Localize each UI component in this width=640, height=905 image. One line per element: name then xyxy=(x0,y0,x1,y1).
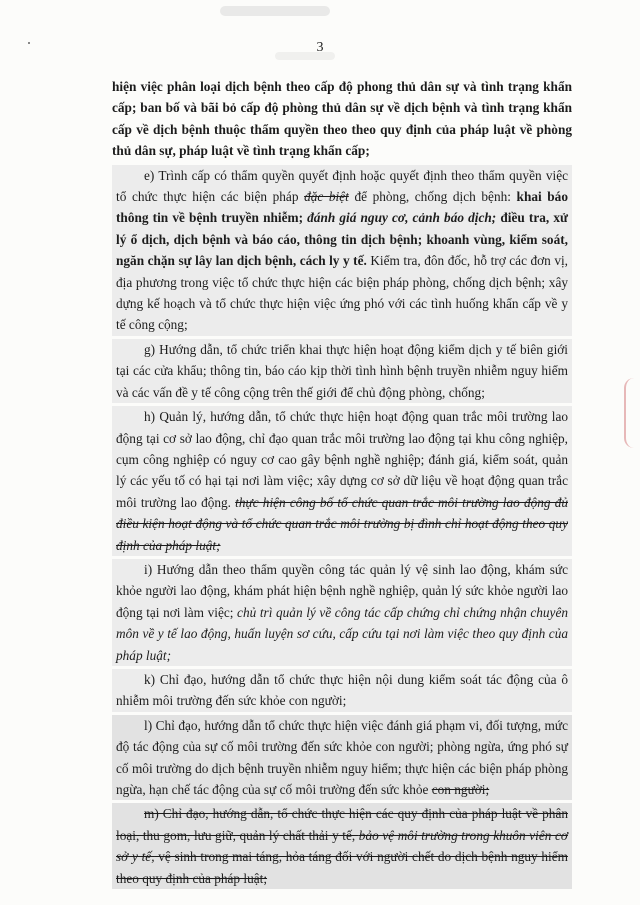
paragraph-l: l) Chỉ đạo, hướng dẫn tổ chức thực hiện việc đánh giá phạm vi, đối tượng, mức độ tác động của sự cố môi trường đến sức khỏe con người; phòng ngừa, ứng phó sự cố môi trường do dịch bệnh truyền nhiễm nguy hiểm; thực hiện các biện pháp phòng ngừa, hạn chế tác động của sự cố môi trường đến sức khỏe con người; xyxy=(112,715,572,801)
document-body xyxy=(112,76,572,889)
deleted-text: con người; xyxy=(431,782,490,797)
scan-smudge xyxy=(220,6,330,16)
paragraph-h: h) Quản lý, hướng dẫn, tổ chức thực hiện hoạt động quan trắc môi trường lao động tại cơ sở lao động, chỉ đạo quan trắc môi trường lao động tại khu công nghiệp, cụm công nghiệp có nguy cơ cao gây bệnh nghề nghiệp; đánh giá, kiểm soát, quản lý các yếu tố có hại tại nơi làm việc; xây dựng cơ sở dữ liệu về hoạt động quan trắc môi trường lao động. thực hiện công bố tổ chức quan trắc môi trường lao động đủ điều kiện hoạt động và tổ chức quan trắc môi trường bị đình chỉ hoạt động theo quy định của pháp luật; xyxy=(112,406,572,556)
deleted-text: đặc biệt xyxy=(304,189,349,205)
deleted-text: thực hiện công bố tổ chức quan trắc môi trường lao động đủ điều kiện hoạt động và tổ chức quan trắc môi trường bị đình chỉ hoạt động theo quy định của pháp luật; xyxy=(116,494,569,553)
page-number: 3 xyxy=(316,40,324,55)
paragraph-i: i) Hướng dẫn theo thẩm quyền công tác quản lý vệ sinh lao động, khám sức khỏe người lao động, khám phát hiện bệnh nghề nghiệp, quản lý sức khỏe người lao động tại nơi làm việc; chủ trì quản lý về công tác cấp chứng chỉ chứng nhận chuyên môn về y tế lao động, huấn luyện sơ cứu, cấp cứu tại nơi làm việc theo quy định của pháp luật; xyxy=(112,559,572,666)
paragraph-e: e) Trình cấp có thẩm quyền quyết định hoặc quyết định theo thẩm quyền việc tổ chức thực hiện các biện pháp đặc biệt để phòng, chống dịch bệnh: khai báo thông tin về bệnh truyền nhiễm; đánh giá nguy cơ, cảnh báo dịch; điều tra, xử lý ổ dịch, dịch bệnh và báo cáo, thông tin dịch bệnh; khoanh vùng, kiểm soát, ngăn chặn sự lây lan dịch bệnh, cách ly y tế. Kiểm tra, đôn đốc, hỗ trợ các đơn vị, địa phương trong việc tổ chức thực hiện các biện pháp phòng, chống dịch bệnh; xây dựng kế hoạch và tổ chức thực hiện việc ứng phó với các tình huống khẩn cấp về y tế công cộng; xyxy=(112,165,572,336)
paragraph-m-deleted: m) Chỉ đạo, hướng dẫn, tổ chức thực hiện các quy định của pháp luật về phân loại, thu gom, lưu giữ, quản lý chất thải y tế, bảo vệ môi trường trong khuôn viên cơ sở y tế, vệ sinh trong mai táng, hỏa táng đối với người chết do dịch bệnh nguy hiểm theo quy định của pháp luật; xyxy=(112,803,572,889)
paragraph-d-continuation: hiện việc phân loại dịch bệnh theo cấp độ phong thủ dân sự và tình trạng khẩn cấp; ban bố và bãi bỏ cấp độ phòng thủ dân sự về dịch bệnh và tình trạng khẩn cấp về dịch bệnh thuộc thẩm quyền theo theo quy định của pháp luật về phòng thủ dân sự, pháp luật về tình trạng khẩn cấp; xyxy=(112,79,572,159)
margin-stamp-mark xyxy=(624,378,640,448)
paragraph-k: k) Chỉ đạo, hướng dẫn tổ chức thực hiện nội dung kiểm soát tác động của ô nhiễm môi trường đến sức khỏe con người; xyxy=(112,669,572,712)
paragraph-g: g) Hướng dẫn, tổ chức triển khai thực hiện hoạt động kiểm dịch y tế biên giới tại các cửa khẩu; thông tin, báo cáo kịp thời tình hình bệnh truyền nhiễm nguy hiểm và các vấn đề y tế công cộng trên thế giới để chủ động phòng, chống; xyxy=(112,339,572,403)
